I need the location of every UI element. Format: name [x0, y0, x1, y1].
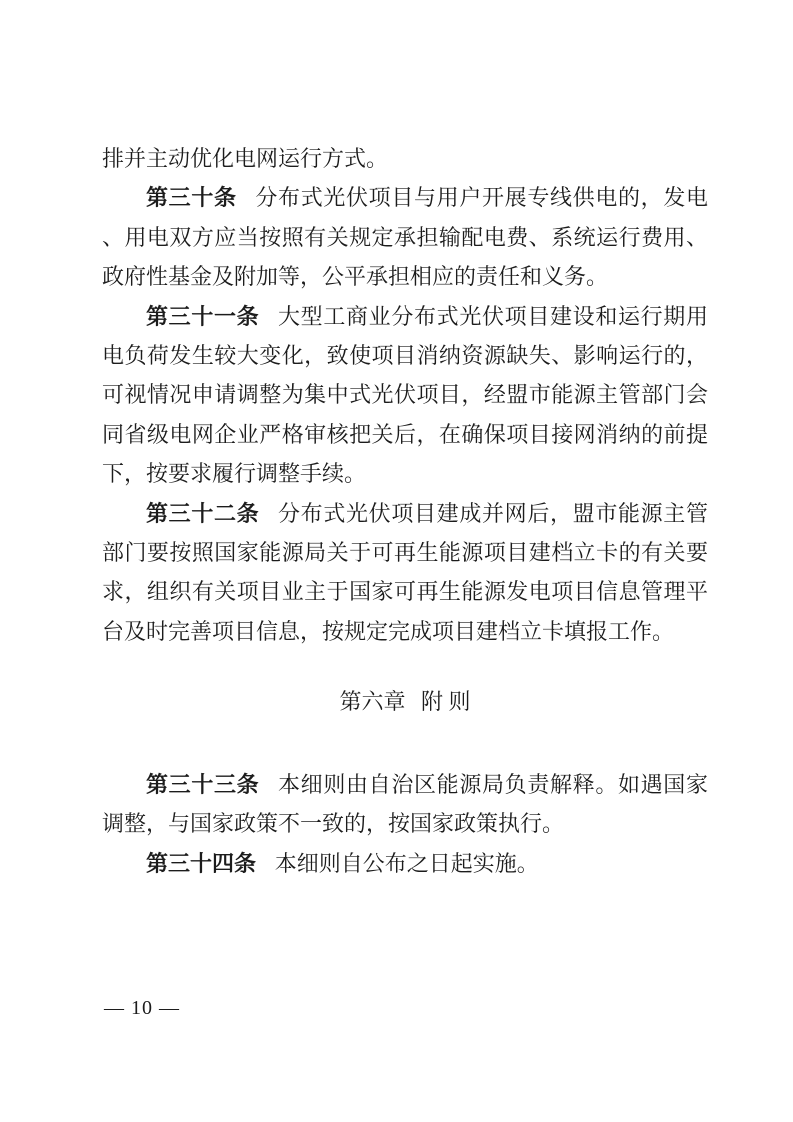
article-34-text: 本细则自公布之日起实施。: [274, 850, 539, 876]
paragraph-article-30: [102, 178, 708, 296]
article-30-label: 第三十条: [146, 185, 237, 211]
page-number: — 10 —: [104, 997, 180, 1019]
article-31-text: 大型工商业分布式光伏项目建设和运行期用电负荷发生较大变化，致使项目消纳资源缺失、影响运行的，可视情况申请调整为集中式光伏项目，经盟市能源主管部门会同省级电网企业严格审核把关后，在确保项目接网消纳的前提下，按要求履行调整手续。: [102, 303, 708, 487]
article-30-text: 分布式光伏项目与用户开展专线供电的，发电、用电双方应当按照有关规定承担输配电费、系统运行费用、政府性基金及附加等，公平承担相应的责任和义务。: [102, 185, 708, 290]
article-32-label: 第三十二条: [146, 500, 260, 526]
article-31-label: 第三十一条: [146, 303, 260, 329]
chapter-title: 附 则: [420, 689, 471, 715]
paragraph-continuation: 排并主动优化电网运行方式。: [102, 146, 389, 171]
paragraph-article-34: [102, 844, 708, 883]
paragraph-article-33: [102, 765, 708, 844]
paragraph-article-32: [102, 494, 708, 652]
chapter-heading: [102, 682, 708, 721]
paragraph-article-31: [102, 297, 708, 494]
article-34-label: 第三十四条: [146, 850, 257, 876]
chapter-number: 第六章: [339, 689, 406, 715]
article-33-label: 第三十三条: [146, 771, 260, 797]
article-32-text: 分布式光伏项目建成并网后，盟市能源主管部门要按照国家能源局关于可再生能源项目建档立卡的有关要求，组织有关项目业主于国家可再生能源发电项目信息管理平台及时完善项目信息，按规定完成项目建档立卡填报工作。: [102, 500, 708, 644]
article-33-text: 本细则由自治区能源局负责解释。如遇国家调整，与国家政策不一致的，按国家政策执行。: [102, 771, 708, 837]
page-content: [102, 139, 708, 883]
